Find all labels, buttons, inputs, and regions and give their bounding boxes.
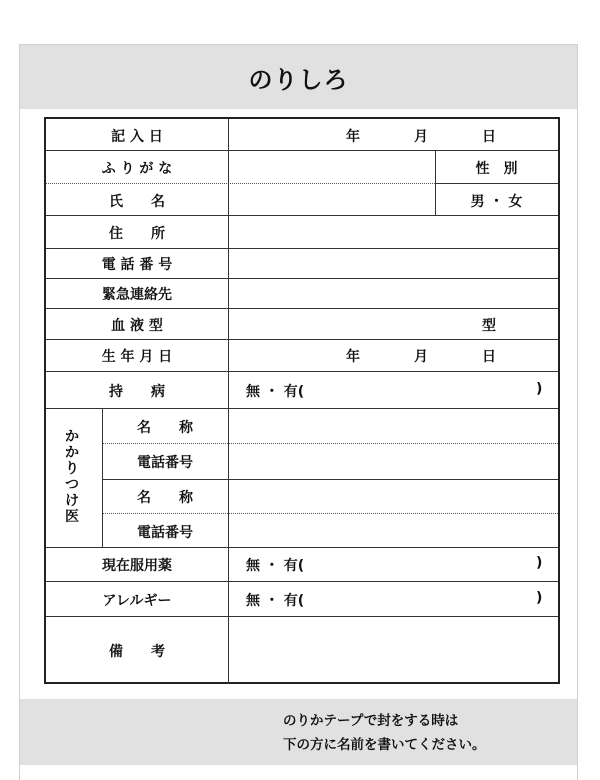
footer-band — [20, 699, 577, 765]
medication-none-yes: 無 ・ 有( — [246, 558, 305, 574]
doctor-name-label-2: 名 称 — [137, 490, 193, 506]
page-title: のりしろ — [248, 66, 349, 94]
chronic-close-paren: ) — [536, 381, 543, 397]
allergy-close-paren: ) — [536, 590, 543, 606]
phone-label: 電 話 番 号 — [101, 257, 173, 273]
remarks-label: 備 考 — [109, 644, 165, 660]
doctor-divider — [102, 479, 558, 480]
card — [19, 44, 578, 780]
gender-label: 性 別 — [475, 161, 518, 177]
footer-note — [283, 709, 573, 757]
doctor-divider — [102, 443, 558, 444]
allergy-none-yes: 無 ・ 有( — [246, 593, 305, 609]
footer-note-line-2: 下の方に名前を書いてください。 — [283, 737, 486, 753]
blood-type-unit: 型 — [482, 318, 496, 334]
birth-day: 日 — [482, 349, 496, 365]
row-divider — [46, 215, 558, 216]
doctor-divider — [102, 513, 558, 514]
row-divider — [46, 150, 558, 151]
doctor-section-label: かかりつけ医 — [65, 429, 79, 525]
furigana-divider — [46, 183, 435, 184]
row-divider — [46, 581, 558, 582]
row-divider — [46, 278, 558, 279]
birth-year: 年 — [346, 349, 360, 365]
address-label: 住 所 — [109, 226, 165, 242]
doctor-phone-label-1: 電話番号 — [137, 455, 193, 471]
allergy-label: アレルギー — [102, 593, 172, 609]
doctor-name-label-1: 名 称 — [137, 420, 193, 436]
row-divider — [46, 616, 558, 617]
row-divider — [46, 308, 558, 309]
chronic-none-yes: 無 ・ 有( — [246, 384, 305, 400]
name-label: 氏 名 — [109, 194, 165, 210]
date-year: 年 — [346, 129, 360, 145]
birth-month: 月 — [414, 349, 428, 365]
row-divider — [46, 248, 558, 249]
row-divider — [46, 339, 558, 340]
date-day: 日 — [482, 129, 496, 145]
doctor-phone-label-2: 電話番号 — [137, 525, 193, 541]
medication-label: 現在服用薬 — [102, 558, 172, 574]
date-month: 月 — [414, 129, 428, 145]
birth-date-label: 生 年 月 日 — [101, 349, 173, 365]
emergency-info-form — [44, 117, 560, 684]
medication-close-paren: ) — [536, 555, 543, 571]
row-divider — [46, 371, 558, 372]
row-divider — [46, 547, 558, 548]
chronic-illness-label: 持 病 — [109, 384, 165, 400]
furigana-label: ふ り が な — [101, 161, 173, 177]
footer-note-line-1: のりかテープで封をする時は — [283, 713, 459, 729]
row-divider — [46, 408, 558, 409]
gender-options: 男 ・ 女 — [470, 194, 523, 210]
label-column-divider — [228, 119, 229, 684]
row-divider — [435, 183, 558, 184]
blood-type-label: 血 液 型 — [111, 318, 163, 334]
title-band — [20, 45, 577, 109]
emergency-contact-label: 緊急連絡先 — [102, 287, 172, 303]
date-label: 記 入 日 — [111, 129, 163, 145]
